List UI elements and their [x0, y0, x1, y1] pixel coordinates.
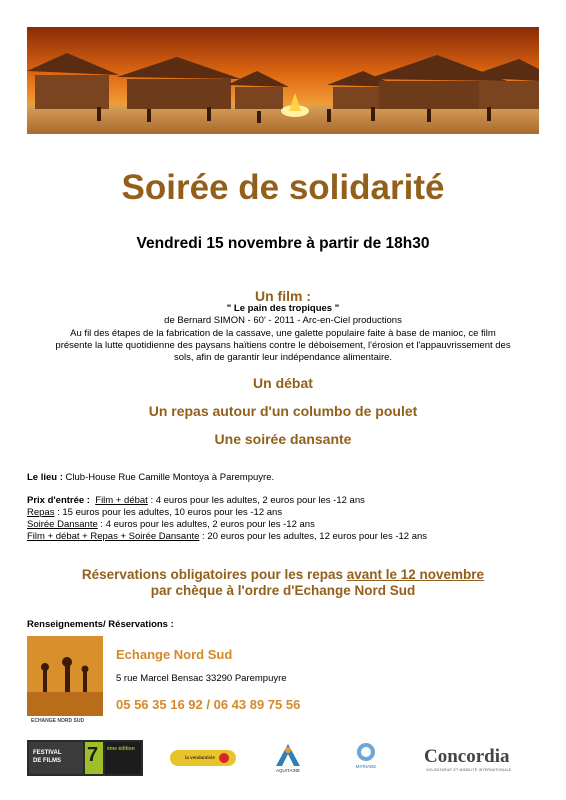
price-detail: : 4 euros pour les adultes, 2 euros pour les -12 ans [147, 495, 365, 506]
price-item: Film + débat + Repas + Soirée Dansante [27, 531, 200, 542]
price-row [27, 507, 547, 519]
price-item: Film + débat [95, 495, 148, 506]
concordia-logo: Concordia [424, 746, 510, 767]
film-credits: de Bernard SIMON - 60' - 2011 - Arc-en-Ciel productions [164, 315, 402, 327]
festival-line-1: FESTIVAL [33, 750, 62, 756]
reservations-notice [0, 567, 566, 599]
price-row [27, 531, 547, 543]
festival-line-2: DE FILMS [33, 758, 61, 764]
film-title: " Le pain des tropiques " [226, 303, 340, 314]
village-scene-image [27, 27, 539, 134]
price-item: Repas [27, 507, 55, 518]
festival-edition-label: ème édition [107, 746, 135, 752]
reservations-deadline: avant le 12 novembre [346, 567, 485, 582]
price-label: Prix d'entrée : [27, 495, 90, 506]
price-detail: : 4 euros pour les adultes, 2 euros pour les -12 ans [97, 519, 315, 530]
event-date: Vendredi 15 novembre à partir de 18h30 [136, 235, 430, 252]
film-description-line: Au fil des étapes de la fabrication de la cassave, une galette populaire faite à base de manioc, ce film [70, 327, 496, 339]
price-detail: : 20 euros pour les adultes, 12 euros pour les -12 ans [199, 531, 428, 542]
myriade-label: MYRIADE [355, 764, 377, 769]
aquitaine-logo [268, 740, 308, 776]
price-row [27, 495, 547, 507]
vendanticle-logo [164, 740, 242, 776]
logo-caption: ECHANGE NORD SUD [31, 718, 85, 724]
page-title: Soirée de solidarité [121, 168, 445, 207]
meal-heading: Un repas autour d'un columbo de poulet [148, 403, 418, 419]
film-description-line: sols, afin de garantir leur indépendance alimentaire. [173, 352, 393, 364]
dance-heading: Une soirée dansante [214, 431, 352, 447]
contact-heading: Renseignements/ Réservations : [27, 619, 174, 630]
price-row [27, 519, 547, 531]
price-list [27, 495, 547, 543]
organization-phones: 05 56 35 16 92 / 06 43 89 75 56 [116, 697, 301, 712]
film-description-block [27, 303, 539, 364]
myriade-logo [346, 740, 386, 776]
organization-address: 5 rue Marcel Bensac 33290 Parempuyre [116, 673, 287, 684]
festival-films-logo [27, 740, 143, 776]
film-heading: Un film : [255, 288, 311, 304]
vendanticle-label: la vendanticle [185, 755, 215, 760]
film-description-line: présente la lutte quotidienne des paysans haïtiens contre le déboisement, l'érosion et l'appauvrissement des [55, 339, 511, 351]
reservations-line-2: par chèque à l'ordre d'Echange Nord Sud [150, 583, 416, 598]
echange-nord-sud-logo [27, 636, 103, 716]
reservations-line-1 [0, 567, 566, 583]
concordia-tagline: VOLONTARIAT ET MOBILITÉ INTERNATIONALE [426, 768, 512, 772]
header-banner-illustration [27, 27, 539, 134]
aquitaine-label: AQUITAINE [276, 768, 300, 773]
reservations-text: Réservations obligatoires pour les repas [81, 567, 347, 582]
organization-name: Echange Nord Sud [116, 647, 233, 662]
venue-value: Club-House Rue Camille Montoya à Parempuyre. [65, 472, 275, 483]
festival-edition-number: 7 [87, 744, 99, 766]
venue-line [27, 472, 547, 484]
price-item: Soirée Dansante [27, 519, 98, 530]
price-detail: : 15 euros pour les adultes, 10 euros pour les -12 ans [54, 507, 283, 518]
venue-label: Le lieu : [27, 472, 63, 483]
debate-heading: Un débat [253, 375, 313, 391]
